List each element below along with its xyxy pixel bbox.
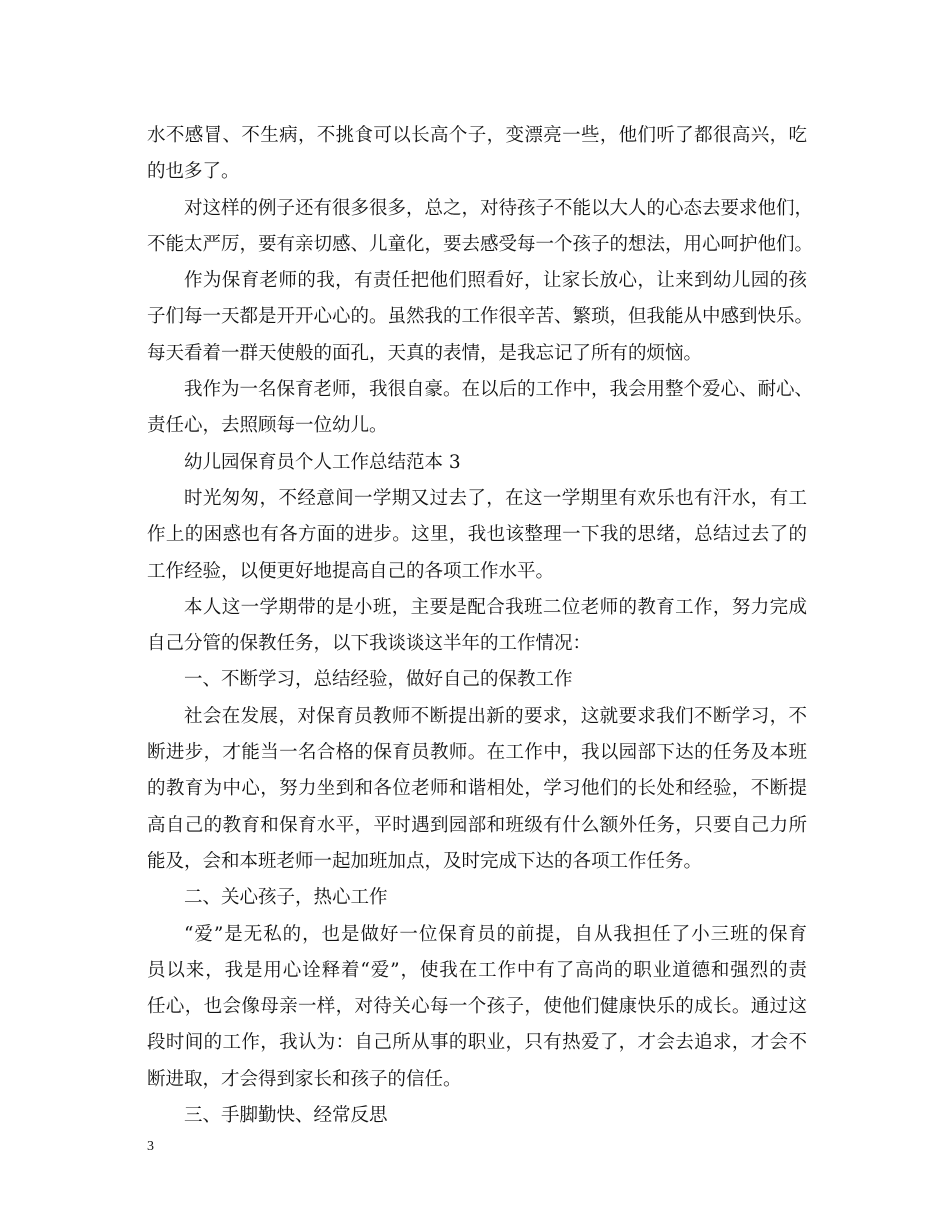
text-line: 段时间的工作，我认为：自己所从事的职业，只有热爱了，才会去追求，才会不: [147, 1032, 807, 1054]
text-line: 能及，会和本班老师一起加班加点，及时完成下达的各项工作任务。: [147, 850, 703, 872]
text-line: 自己分管的保教任务，以下我谈谈这半年的工作情况：: [147, 633, 592, 655]
text-line: 不能太严厉，要有亲切感、儿童化，要去感受每一个孩子的想法，用心呵护他们。: [147, 233, 814, 255]
text-line: 幼儿园保育员个人工作总结范本 3: [184, 451, 461, 473]
text-line: 高自己的教育和保育水平，平时遇到园部和班级有什么额外任务，只要自己力所: [147, 814, 807, 836]
text-line: 子们每一天都是开开心心的。虽然我的工作很辛苦、繁琐，但我能从中感到快乐。: [147, 306, 814, 328]
text-line: 我作为一名保育老师，我很自豪。在以后的工作中，我会用整个爱心、耐心、: [184, 379, 814, 401]
text-line: 断进步，才能当一名合格的保育员教师。在工作中，我以园部下达的任务及本班: [147, 742, 807, 764]
text-line: 员以来，我是用心诠释着“爱”，使我在工作中有了高尚的职业道德和强烈的责: [147, 959, 807, 981]
page-number: 3: [147, 1139, 154, 1154]
text-line: 社会在发展，对保育员教师不断提出新的要求，这就要求我们不断学习，不: [184, 705, 807, 727]
text-line: 工作经验，以便更好地提高自己的各项工作水平。: [147, 560, 555, 582]
text-line: 本人这一学期带的是小班，主要是配合我班二位老师的教育工作，努力完成: [184, 596, 807, 618]
text-line: 断进取，才会得到家长和孩子的信任。: [147, 1068, 462, 1090]
text-line: 每天看着一群天使般的面孔，天真的表情，是我忘记了所有的烦恼。: [147, 342, 703, 364]
text-line: 二、关心孩子，热心工作: [184, 887, 388, 909]
text-line: 对这样的例子还有很多很多，总之，对待孩子不能以大人的心态去要求他们，: [184, 197, 814, 219]
text-line: 水不感冒、不生病，不挑食可以长高个子，变漂亮一些，他们听了都很高兴，吃: [147, 125, 807, 146]
text-line: “爱”是无私的，也是做好一位保育员的前提，自从我担任了小三班的保育: [184, 923, 807, 945]
text-line: 的教育为中心，努力坐到和各位老师和谐相处，学习他们的长处和经验，不断提: [147, 778, 807, 800]
text-line: 任心，也会像母亲一样，对待关心每一个孩子，使他们健康快乐的成长。通过这: [147, 996, 807, 1018]
document-body: [147, 118, 814, 1134]
text-line: 时光匆匆，不经意间一学期又过去了，在这一学期里有欢乐也有汗水，有工: [184, 487, 807, 509]
text-line: 三、手脚勤快、经常反思: [184, 1105, 388, 1127]
text-line: 作为保育老师的我，有责任把他们照看好，让家长放心，让来到幼儿园的孩: [184, 270, 807, 292]
text-line: 作上的困惑也有各方面的进步。这里，我也该整理一下我的思绪，总结过去了的: [147, 524, 807, 546]
text-line: 责任心，去照顾每一位幼儿。: [147, 415, 388, 437]
text-line: 一、不断学习，总结经验，做好自己的保教工作: [184, 669, 573, 691]
text-line: 的也多了。: [147, 161, 240, 183]
